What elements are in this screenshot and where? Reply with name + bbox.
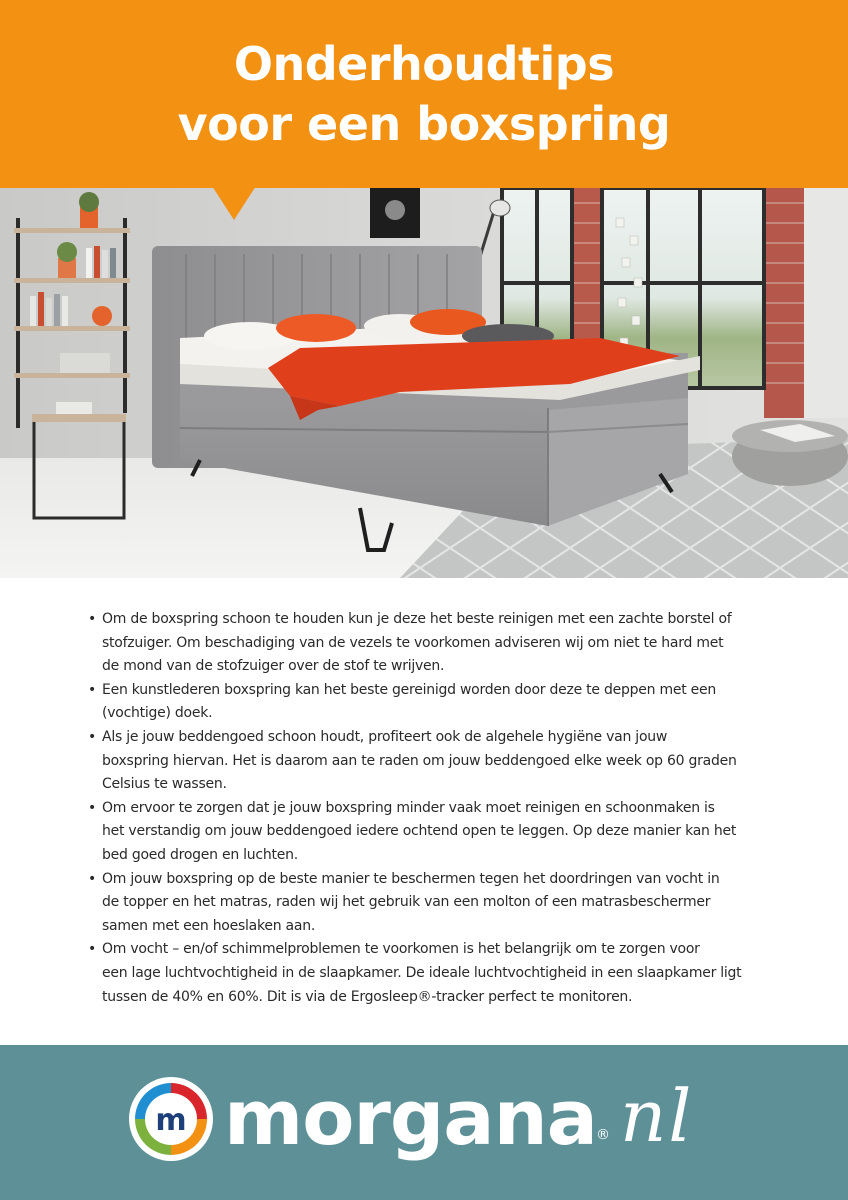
title-line-1: Onderhoudtips	[233, 37, 615, 91]
tip-item-3	[88, 726, 778, 797]
tip-item-6	[88, 938, 778, 1009]
tip-4-line-3: bed goed drogen en luchten.	[102, 846, 298, 863]
tip-4-line-2: het verstandig om jouw beddengoed iedere ochtend open te leggen. Op deze manier kan het	[102, 823, 737, 840]
tip-2-line-2: (vochtige) doek.	[102, 705, 213, 722]
tip-5-line-1: Om jouw boxspring op de beste manier te beschermen tegen het doordringen van vocht in	[102, 870, 720, 887]
tip-3-line-1: Als je jouw beddengoed schoon houdt, profiteert ook de algehele hygiëne van jouw	[102, 728, 668, 745]
tips-list	[88, 608, 778, 1009]
tip-2-line-1: Een kunstlederen boxspring kan het beste gereinigd worden door deze te deppen met een	[102, 681, 716, 698]
tip-item-5	[88, 868, 778, 939]
tip-1-line-1: Om de boxspring schoon te houden kun je deze het beste reinigen met een zachte borstel of	[102, 611, 732, 627]
tip-4-line-1: Om ervoor te zorgen dat je jouw boxspring minder vaak moet reinigen en schoonmaken is	[102, 799, 715, 816]
header-pointer	[212, 186, 256, 220]
tip-5-line-2: de topper en het matras, raden wij het gebruik van een molton of een matrasbeschermer	[102, 894, 711, 911]
tip-item-4	[88, 797, 778, 868]
tip-3-line-2: boxspring hiervan. Het is daarom aan te raden om jouw beddengoed elke week op 60 graden	[102, 752, 737, 769]
tip-1-line-3: de mond van de stofzuiger over de stof te wrijven.	[102, 658, 445, 675]
morgana-logo-icon	[128, 1076, 214, 1162]
tip-3-line-3: Celsius te wassen.	[102, 776, 227, 793]
bullet-icon: •	[88, 611, 97, 627]
page-title	[178, 34, 671, 154]
tip-5-line-3: samen met een hoeslaken aan.	[102, 917, 316, 934]
bullet-icon: •	[88, 799, 97, 816]
brand-domain: nl	[620, 1074, 694, 1158]
title-line-2: voor een boxspring	[177, 97, 671, 151]
tip-6-line-1: Om vocht – en/of schimmelproblemen te voorkomen is het belangrijk om te zorgen voor	[102, 941, 700, 958]
bullet-icon: •	[88, 941, 97, 958]
bullet-icon: •	[88, 870, 97, 887]
logo-letter: m	[155, 1103, 187, 1138]
tip-1-line-2: stofzuiger. Om beschadiging van de vezels te voorkomen adviseren wij om niet te hard met	[102, 634, 724, 651]
tip-item-1	[88, 608, 778, 679]
brand-wordmark: morgana	[224, 1073, 597, 1162]
bullet-icon: •	[88, 681, 97, 698]
tip-6-line-3: tussen de 40% en 60%. Dit is via de Ergosleep®-tracker perfect te monitoren.	[102, 988, 633, 1005]
page-header	[0, 0, 848, 188]
bedroom-photo	[0, 188, 848, 578]
tip-item-2	[88, 679, 778, 726]
bullet-icon: •	[88, 728, 97, 745]
tip-6-line-2: een lage luchtvochtigheid in de slaapkamer. De ideale luchtvochtigheid in een slaapkamer ligt	[102, 964, 742, 981]
registered-mark: ®	[596, 1127, 610, 1143]
